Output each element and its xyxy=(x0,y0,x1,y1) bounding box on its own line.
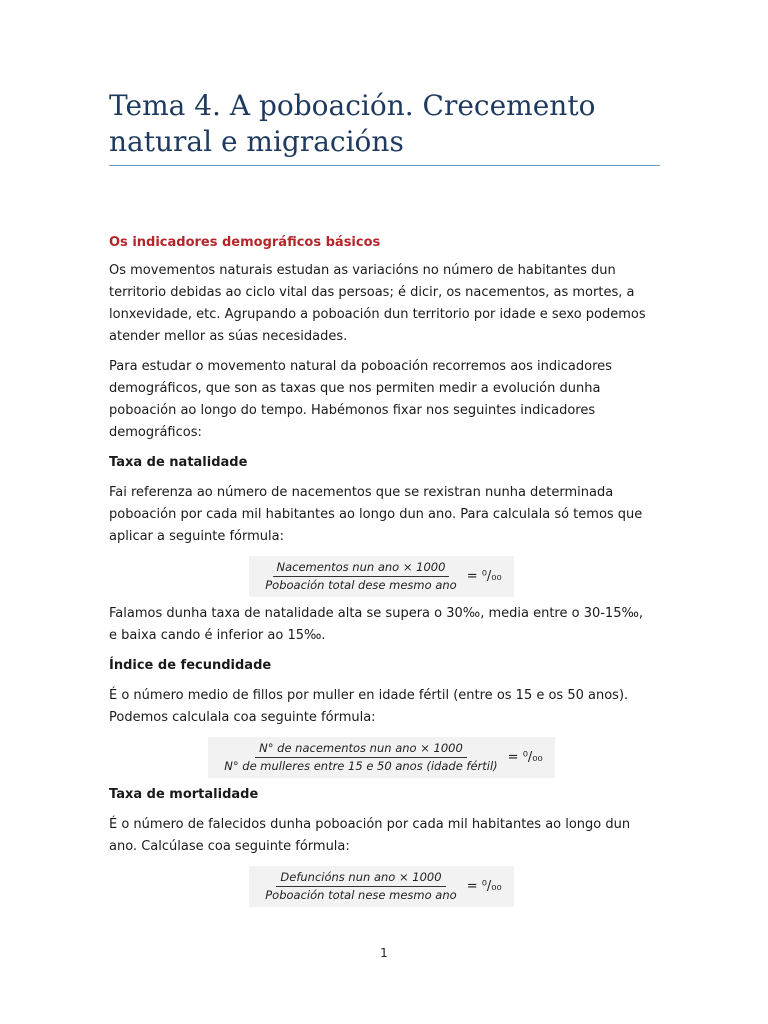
formula-numerator: Nacementos nun ano × 1000 xyxy=(273,560,450,577)
section-heading: Os indicadores demográficos básicos xyxy=(109,235,381,250)
mortalidade-heading: Taxa de mortalidade xyxy=(109,787,259,802)
mortalidade-text: É o número de falecidos dunha poboación por cada mil habitantes ao longo dun ano. Calcúlase coa seguinte fórmula: xyxy=(109,817,631,854)
formula-fraction xyxy=(261,870,460,903)
formula-numerator: N° de nacementos nun ano × 1000 xyxy=(255,741,467,758)
fecundidade-formula-block xyxy=(109,737,654,778)
formula-fraction xyxy=(220,741,501,774)
natalidade-heading: Taxa de natalidade xyxy=(109,455,248,470)
page-number: 1 xyxy=(380,946,388,960)
formula-denominator: Poboación total dese mesmo ano xyxy=(265,578,457,592)
natalidade-note: Falamos dunha taxa de natalidade alta se supera o 30‰, media entre o 30-15‰, e baixa cando é inferior ao 15‰. xyxy=(109,606,644,643)
page-title: Tema 4. A poboación. Crecemento natural e migracións xyxy=(109,89,596,158)
document-body xyxy=(109,232,654,913)
formula-denominator: Poboación total nese mesmo ano xyxy=(265,888,457,902)
fecundidade-formula xyxy=(208,737,554,778)
formula-result: = ⁰/₀₀ xyxy=(466,878,502,894)
mortalidade-formula-block xyxy=(109,866,654,907)
fecundidade-heading: Índice de fecundidade xyxy=(109,658,272,673)
formula-result: = ⁰/₀₀ xyxy=(507,749,543,765)
mortalidade-formula xyxy=(249,866,513,907)
natalidade-formula xyxy=(249,556,513,597)
intro-paragraph-1: Os movementos naturais estudan as variacións no número de habitantes dun territorio debidas ao ciclo vital das persoas; é dicir, os nacementos, as mortes, a lonxevidade, etc. Agrupando a poboación dun territorio por idade e sexo podemos atender mellor as súas necesidades. xyxy=(109,263,646,344)
natalidade-formula-block xyxy=(109,556,654,597)
formula-denominator: N° de mulleres entre 15 e 50 anos (idade fértil) xyxy=(224,759,498,773)
natalidade-text: Fai referenza ao número de nacementos que se rexistran nunha determinada poboación por cada mil habitantes ao longo dun ano. Para calculala só temos que aplicar a seguinte fórmula: xyxy=(109,485,643,544)
formula-result: = ⁰/₀₀ xyxy=(466,568,502,584)
intro-paragraph-2: Para estudar o movemento natural da poboación recorremos aos indicadores demográficos, que son as taxas que nos permiten medir a evolución dunha poboación ao longo do tempo. Habémonos fixar nos seguintes indicadores demográficos: xyxy=(109,359,612,440)
formula-numerator: Defuncións nun ano × 1000 xyxy=(276,870,445,887)
title-underline xyxy=(109,165,660,166)
fecundidade-text: É o número medio de fillos por muller en idade fértil (entre os 15 e os 50 anos). Podemos calculala coa seguinte fórmula: xyxy=(109,688,629,725)
formula-fraction xyxy=(261,560,460,593)
